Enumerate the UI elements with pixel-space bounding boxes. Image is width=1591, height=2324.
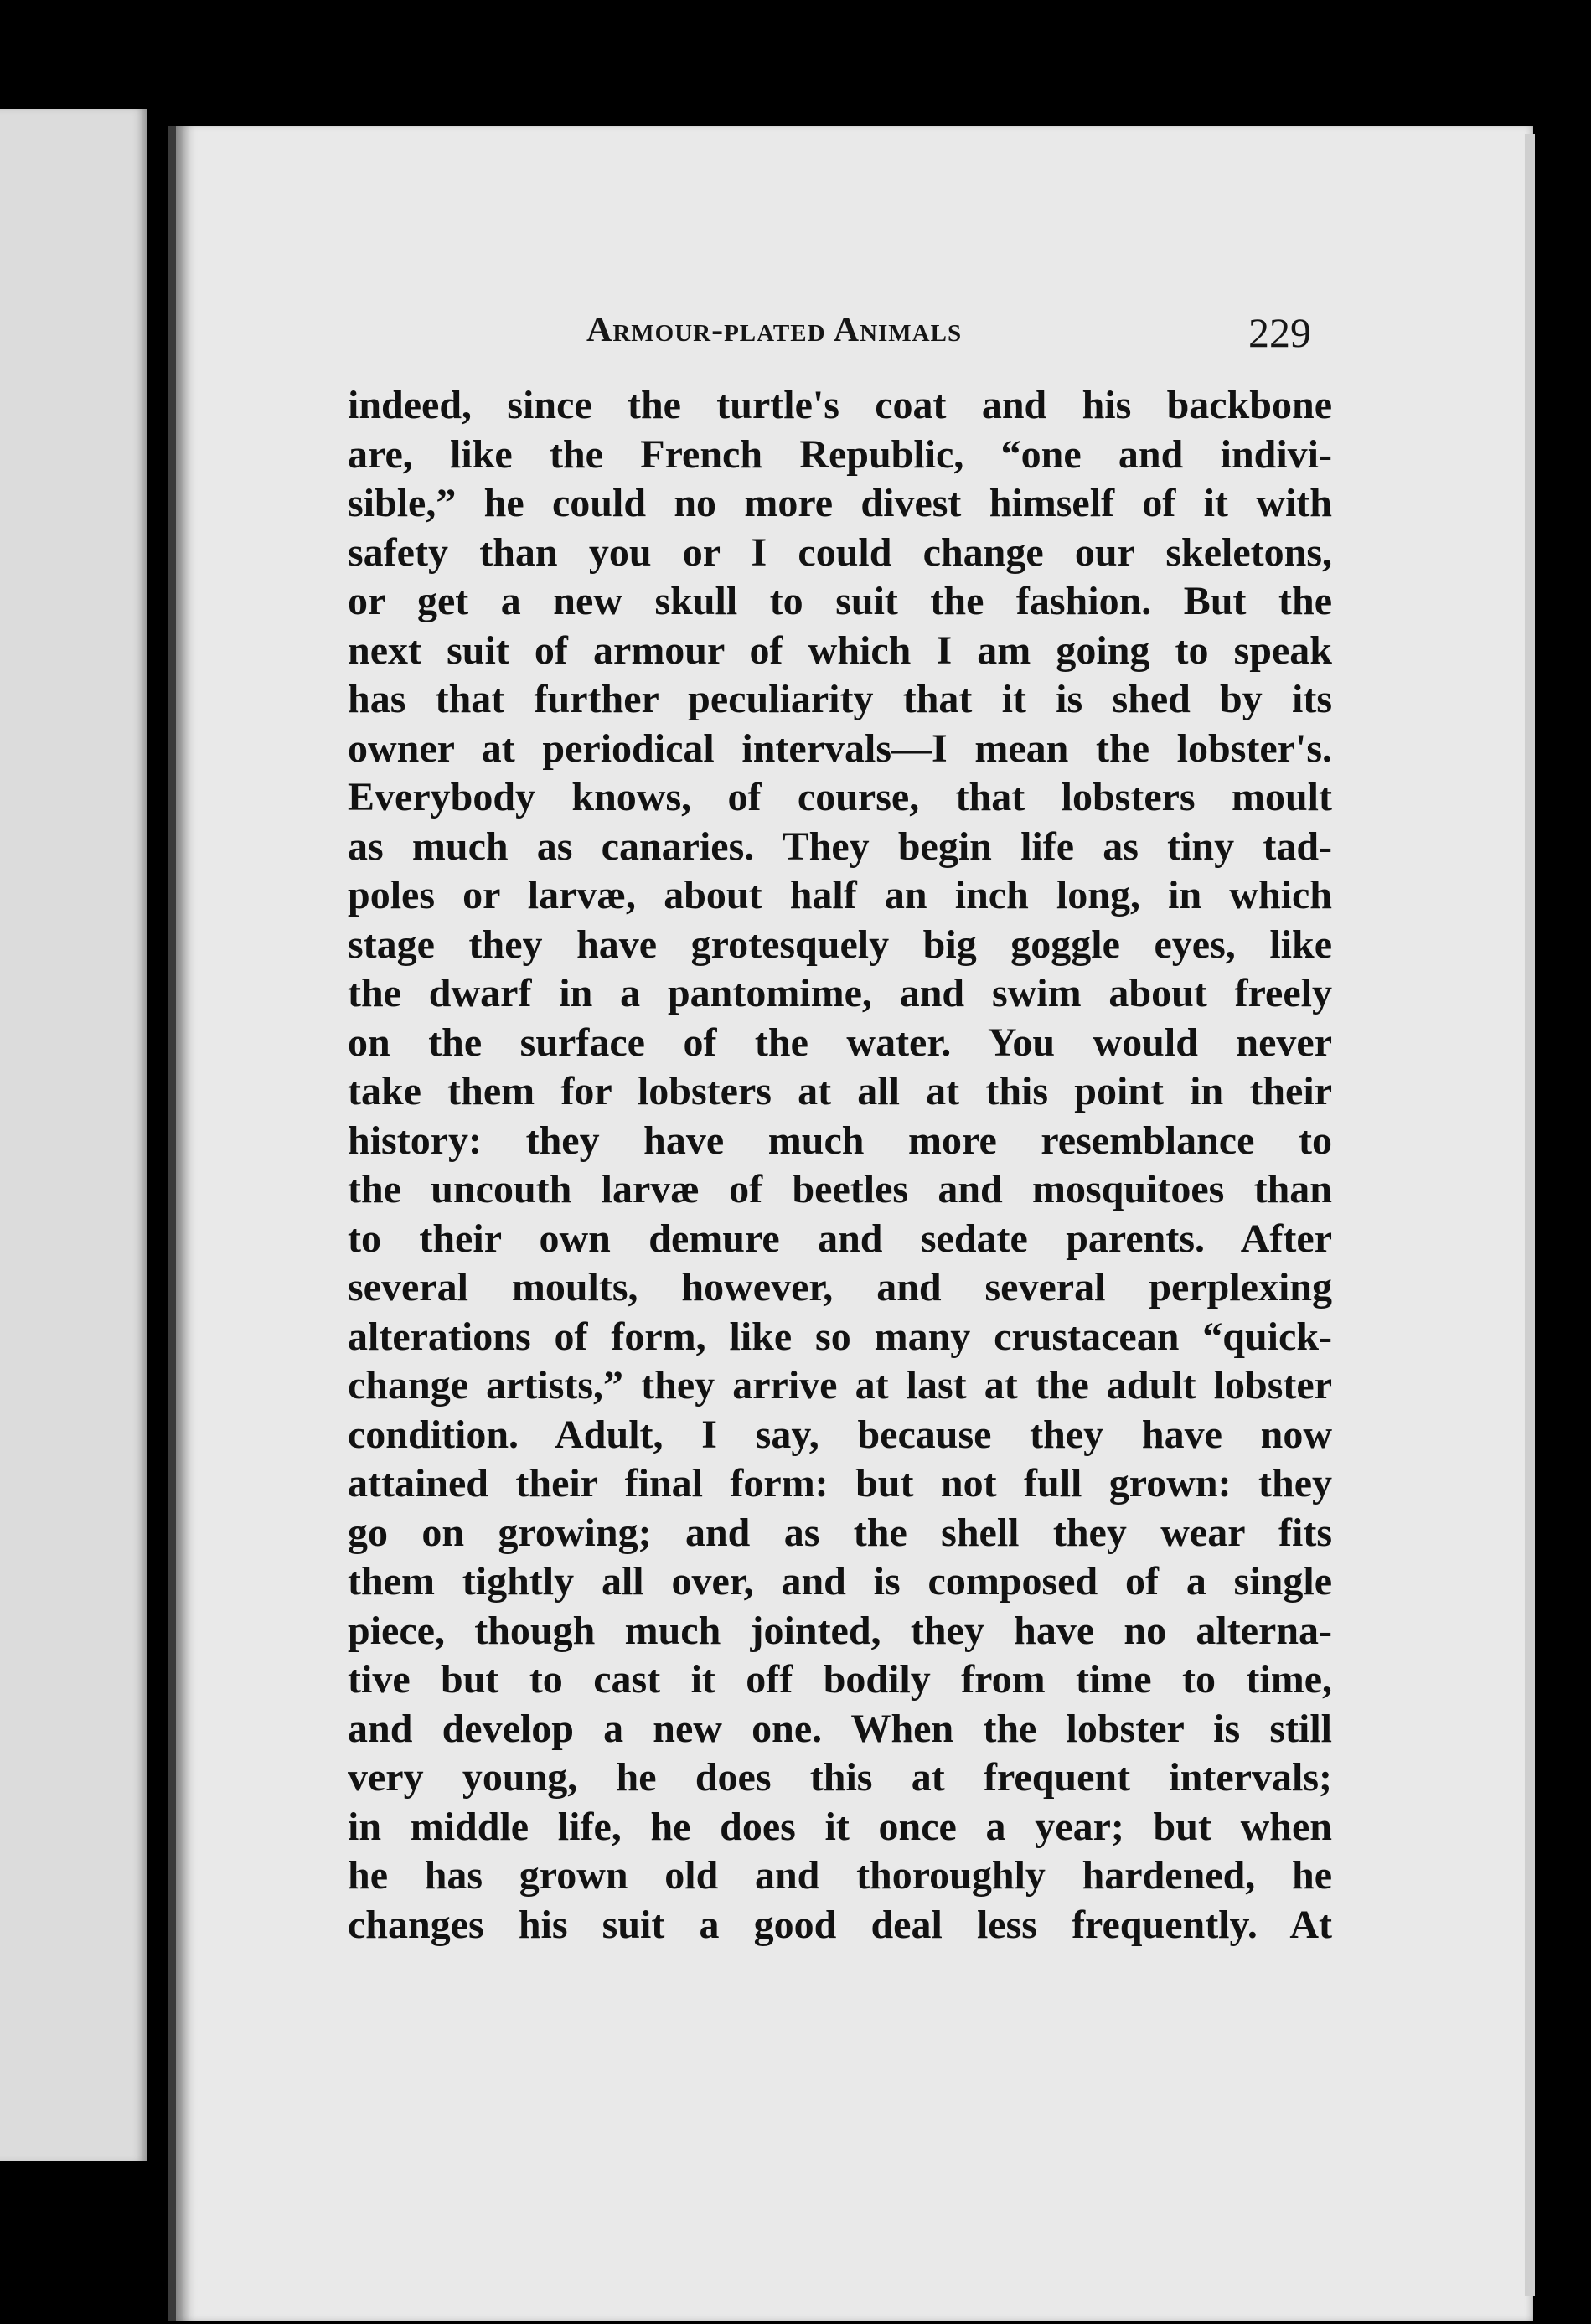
text-line: attained their final form: but not full grown: they (348, 1461, 1332, 1505)
text-line: on the surface of the water. You would never (348, 1020, 1332, 1065)
text-line: condition. Adult, I say, because they have now (348, 1412, 1332, 1457)
page-number: 229 (1248, 309, 1311, 356)
text-line: tive but to cast it off bodily from time to time, (348, 1657, 1332, 1702)
text-line: in middle life, he does it once a year; but when (348, 1804, 1332, 1849)
text-line: owner at periodical intervals—I mean the lobster's. (348, 726, 1332, 771)
text-line: stage they have grotesquely big goggle eyes, like (348, 922, 1332, 967)
text-line: sible,” he could no more divest himself of it with (348, 481, 1332, 525)
text-line: history: they have much more resemblance to (348, 1118, 1332, 1163)
running-title: Armour-plated Animals (586, 311, 963, 349)
body-text (348, 381, 1332, 1950)
text-line: the uncouth larvæ of beetles and mosquitoes than (348, 1167, 1332, 1211)
text-line: them tightly all over, and is composed of a single (348, 1559, 1332, 1604)
text-line: several moults, however, and several perplexing (348, 1265, 1332, 1309)
text-line: poles or larvæ, about half an inch long, in which (348, 873, 1332, 917)
text-line: has that further peculiarity that it is shed by its (348, 677, 1332, 721)
text-line: piece, though much jointed, they have no alterna- (348, 1608, 1332, 1653)
running-head (545, 310, 1357, 369)
text-line: changes his suit a good deal less frequently. At (348, 1902, 1332, 1947)
text-line: as much as canaries. They begin life as tiny tad- (348, 824, 1332, 869)
text-line: or get a new skull to suit the fashion. But the (348, 579, 1332, 623)
text-line: he has grown old and thoroughly hardened, he (348, 1853, 1332, 1898)
facing-page-edge (0, 109, 147, 2161)
text-line: take them for lobsters at all at this point in their (348, 1069, 1332, 1113)
text-line: are, like the French Republic, “one and indivi- (348, 431, 1332, 477)
text-line: alterations of form, like so many crustacean “quick- (348, 1314, 1332, 1359)
page-right-edge (1525, 134, 1535, 2296)
text-line: safety than you or I could change our skeletons, (348, 529, 1332, 575)
text-line: the dwarf in a pantomime, and swim about freely (348, 971, 1332, 1015)
text-line: change artists,” they arrive at last at the adult lobster (348, 1363, 1332, 1407)
text-line: very young, he does this at frequent intervals; (348, 1755, 1332, 1800)
text-line: go on growing; and as the shell they wear fits (348, 1510, 1332, 1555)
text-line: and develop a new one. When the lobster is still (348, 1706, 1332, 1751)
text-line: Everybody knows, of course, that lobsters moult (348, 775, 1332, 819)
text-line: to their own demure and sedate parents. After (348, 1216, 1332, 1261)
text-line: indeed, since the turtle's coat and his backbone (348, 383, 1332, 427)
text-line: next suit of armour of which I am going to speak (348, 627, 1332, 673)
